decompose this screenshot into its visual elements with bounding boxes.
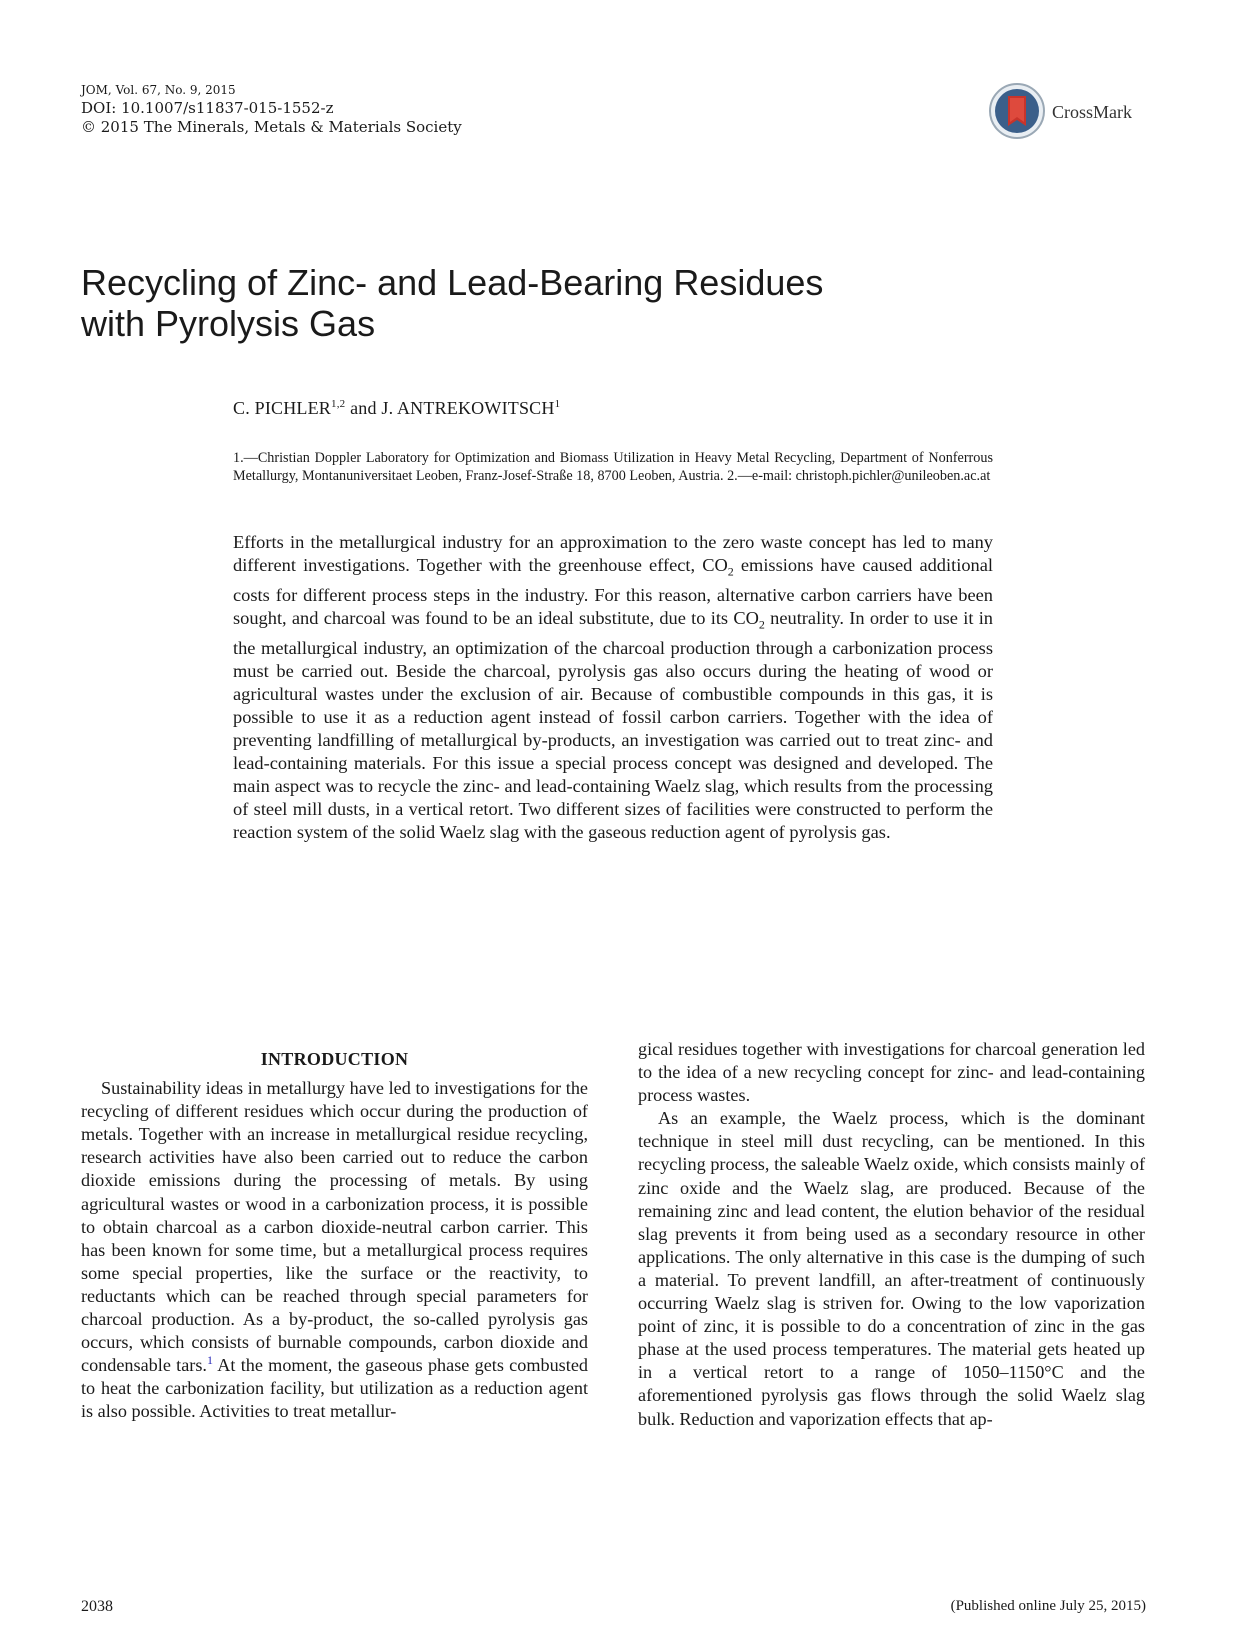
column-right <box>638 1038 1145 1431</box>
doi[interactable]: DOI: 10.1007/s11837-015-1552-z <box>81 99 334 117</box>
abstract-text-1: Efforts in the metallurgical industry for an approximation to the zero waste concept has led to many different investigations. Together with the greenhouse effect, CO <box>233 532 993 576</box>
article-metadata <box>81 82 462 137</box>
author-1: C. PICHLER <box>233 398 332 418</box>
crossmark-badge[interactable] <box>988 82 1148 142</box>
crossmark-label: CrossMark <box>1052 102 1132 122</box>
column-left <box>81 1048 588 1424</box>
abstract-paragraph <box>233 531 993 845</box>
section-heading-introduction: INTRODUCTION <box>260 1049 409 1069</box>
crossmark-icon <box>988 82 1046 140</box>
intro-paragraph-1-continued: gical residues together with investigations for charcoal generation led to the idea of a new recycling concept for zinc- and lead-containing process wastes. <box>638 1039 1145 1106</box>
publication-date: (Published online July 25, 2015) <box>950 1598 1146 1614</box>
intro-text: At the moment, the gaseous phase gets combusted to heat the carbonization facility, but utilization as a reduction agent is also possible. Activities to treat metallur- <box>81 1355 588 1422</box>
intro-paragraph-2: As an example, the Waelz process, which is the dominant technique in steel mill dust recycling, can be mentioned. In this recycling process, the saleable Waelz oxide, which consists mainly of zinc oxide and the Waelz slag, are produced. Because of the remaining zinc and lead content, the elution behavior of the residual slag prevents it from being used as a secondary resource in other applications. The only alternative in this case is the dumping of such a material. To prevent landfill, an after-treatment of continuously occurring Waelz slag is striven for. Owing to the low vaporization point of zinc, it is possible to do a concentration of zinc in the gas phase at the used process temperatures. The material gets heated up in a vertical retort to a range of 1050–1150°C and the aforementioned pyrolysis gas flows through the solid Waelz slag bulk. Reduction and vaporization effects that ap- <box>638 1108 1145 1429</box>
title-line-2: with Pyrolysis Gas <box>81 303 376 344</box>
abstract-text-3: neutrality. In order to use it in the metallurgical industry, an optimization of the charcoal production through a carbonization process must be carried out. Beside the charcoal, pyrolysis gas also occurs during the heating of wood or agricultural wastes under the exclusion of air. Because of combustible compounds in this gas, it is possible to use it as a reduction agent instead of fossil carbon carriers. Together with the idea of preventing landfilling of metallurgical by-products, an investigation was carried out to treat zinc- and lead-containing materials. For this issue a special process concept was designed and developed. The main aspect was to recycle the zinc- and lead-containing Waelz slag, which results from the processing of steel mill dusts, in a vertical retort. Two different sizes of facilities were constructed to perform the reaction system of the solid Waelz slag with the gaseous reduction agent of pyrolysis gas. <box>233 607 993 843</box>
journal-citation: JOM, Vol. 67, No. 9, 2015 <box>81 83 236 97</box>
copyright: © 2015 The Minerals, Metals & Materials Society <box>81 118 462 136</box>
co2-subscript: 2 <box>727 564 734 579</box>
abstract <box>233 531 993 845</box>
author-2-affiliation-mark: 1 <box>554 398 561 410</box>
article-title <box>81 262 981 344</box>
title-line-1: Recycling of Zinc- and Lead-Bearing Residues <box>81 262 824 303</box>
abstract-text-2: emissions have caused additional costs for different process steps in the industry. For this reason, alternative carbon carriers have been sought, and charcoal was found to be an ideal substitute, due to its CO <box>233 555 993 628</box>
intro-paragraph-1 <box>81 1077 588 1423</box>
author-2: J. ANTREKOWITSCH <box>381 398 555 418</box>
author-conjunction: and <box>345 398 382 418</box>
author-list <box>233 398 560 419</box>
co2-subscript: 2 <box>758 617 765 632</box>
affiliations: 1.—Christian Doppler Laboratory for Optimization and Biomass Utilization in Heavy Metal Recycling, Department of Nonferrous Metallurgy, Montanuniversitaet Leoben, Franz-Josef-Straße 18, 8700 Leoben, Austria. 2.—e-mail: christoph.pichler@unileoben.ac.at <box>233 450 993 484</box>
page-number: 2038 <box>81 1598 113 1615</box>
reference-link-1[interactable]: 1 <box>206 1353 213 1368</box>
intro-text: Sustainability ideas in metallurgy have led to investigations for the recycling of different residues which occur during the production of metals. Together with an increase in metallurgical residue recycling, research activities have also been carried out to reduce the carbon dioxide emissions during the processing of metals. By using agricultural wastes or wood in a carbonization process, it is possible to obtain charcoal as a carbon dioxide-neutral carbon carrier. This has been known for some time, but a metallurgical process requires some special properties, like the surface or the reactivity, to reductants which can be reached through special parameters for charcoal production. As a by-product, the so-called pyrolysis gas occurs, which consists of burnable compounds, carbon dioxide and condensable tars. <box>81 1078 588 1376</box>
author-1-affiliation-mark: 1,2 <box>331 398 346 410</box>
